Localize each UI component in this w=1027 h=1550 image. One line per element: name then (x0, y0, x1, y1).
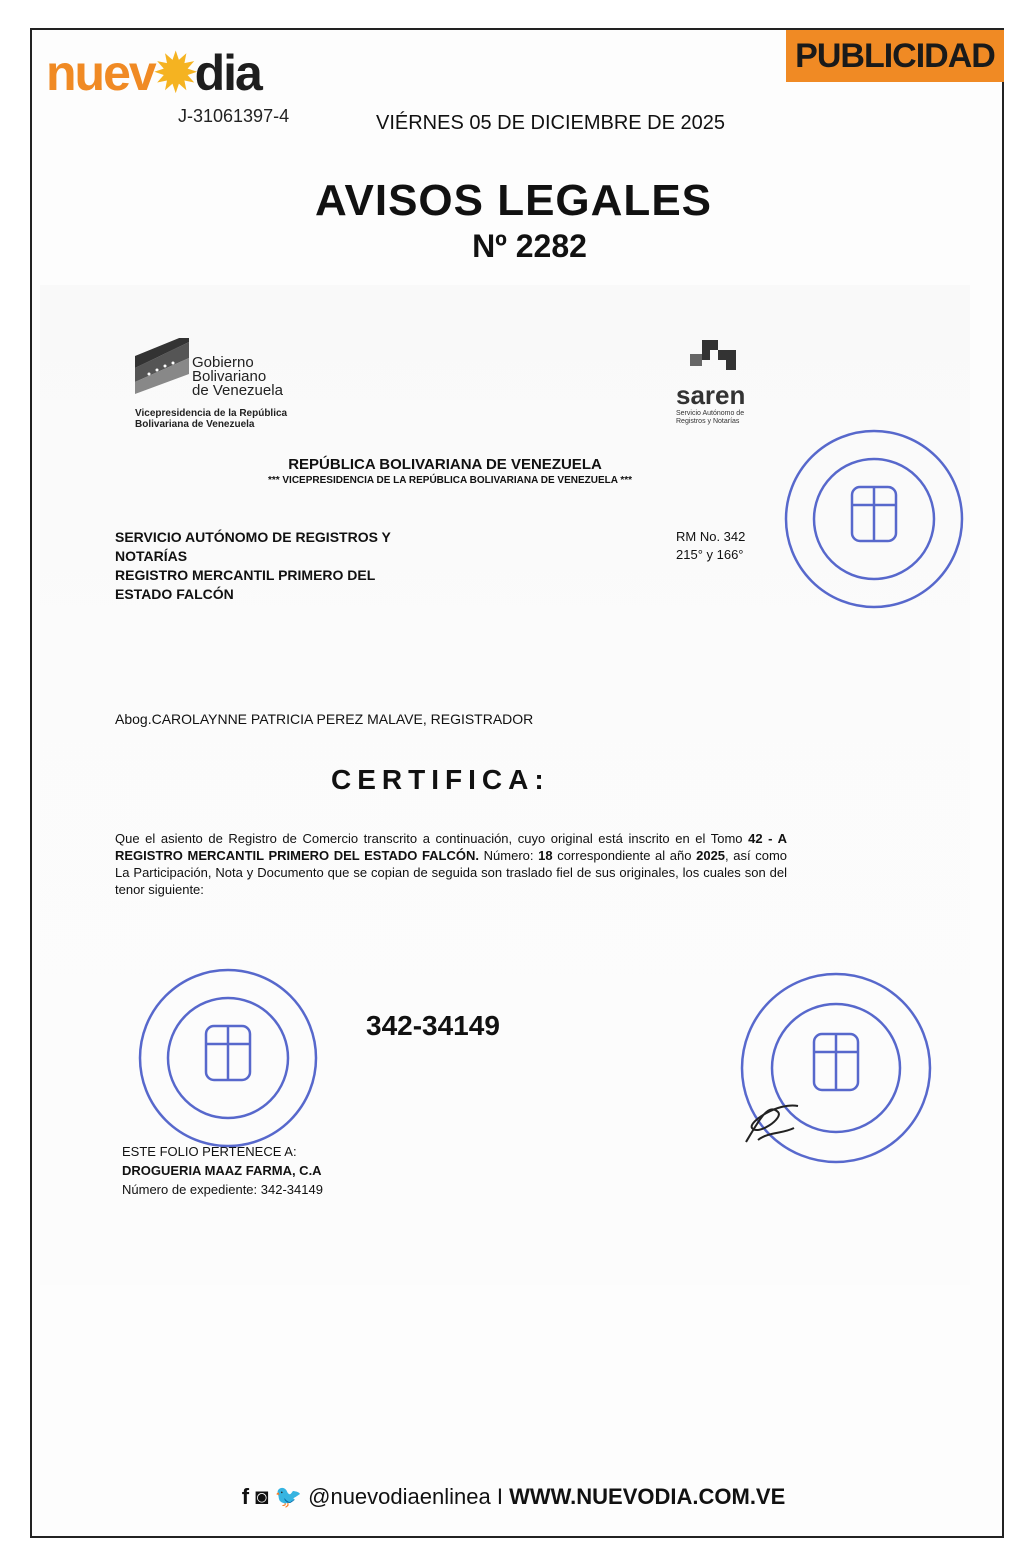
venezuela-flag-icon (133, 338, 191, 394)
website-link[interactable]: WWW.NUEVODIA.COM.VE (509, 1484, 786, 1509)
folio-block: ESTE FOLIO PERTENECE A: DROGUERIA MAAZ FARMA, C.A Número de expediente: 342-34149 (122, 1144, 323, 1197)
signature-mark (738, 1092, 808, 1152)
saren-logo-subtext: Servicio Autónomo de Registros y Notarías (676, 410, 745, 425)
sun-icon: ✹ (154, 45, 195, 101)
saren-logo-text: saren (676, 380, 746, 410)
issue-number: Nº 2282 (472, 228, 587, 264)
nuevodia-logo: nuev✹dia (46, 45, 261, 101)
footer: f ◙ 🐦 @nuevodiaenlinea I WWW.NUEVODIA.COM.VE (241, 1484, 786, 1509)
publicidad-badge: PUBLICIDAD (786, 30, 1004, 82)
gobierno-logo-text: Gobierno Bolivariano de Venezuela (192, 354, 283, 399)
registrador-name: Abog.CAROLAYNNE PATRICIA PEREZ MALAVE, REGISTRADOR (115, 711, 534, 727)
saren-logo-icon (688, 340, 740, 378)
issue-date: VIÉRNES 05 DE DICIEMBRE DE 2025 (376, 112, 726, 134)
vicepresidencia-logo-text: Vicepresidencia de la República Bolivariana de Venezuela (135, 408, 288, 430)
certifica-heading: CERTIFICA: (331, 764, 550, 795)
page-title: AVISOS LEGALES (314, 176, 713, 225)
official-stamp-left (133, 963, 323, 1153)
republica-heading: REPÚBLICA BOLIVARIANA DE VENEZUELA (288, 456, 602, 473)
official-stamp-top (780, 425, 968, 613)
rif-number: J-31061397-4 (178, 106, 290, 126)
twitter-icon[interactable]: 🐦 (274, 1484, 302, 1509)
expediente-large: 342-34149 (366, 1010, 500, 1041)
certification-paragraph: Que el asiento de Registro de Comercio transcrito a continuación, cuyo original está inscrito en el Tomo 42 - A REGISTRO MERCANTIL PRIMERO DEL ESTADO FALCÓN. Número: 18 correspondiente al año 2025, así como La Participación, Nota y Documento que se copian de seguida son traslado fiel de sus originales, los cuales son del tenor siguiente: (115, 831, 788, 897)
social-handle[interactable]: @nuevodiaenlinea (308, 1484, 491, 1509)
facebook-icon[interactable]: f (241, 1484, 250, 1509)
instagram-icon[interactable]: ◙ (255, 1484, 269, 1509)
vicepresidencia-heading: *** VICEPRESIDENCIA DE LA REPÚBLICA BOLIVARIANA DE VENEZUELA *** (267, 475, 633, 486)
registro-block: SERVICIO AUTÓNOMO DE REGISTROS Y NOTARÍAS REGISTRO MERCANTIL PRIMERO DEL ESTADO FALCÓN (115, 529, 391, 602)
rm-number: RM No. 342 215° y 166° (676, 529, 746, 562)
